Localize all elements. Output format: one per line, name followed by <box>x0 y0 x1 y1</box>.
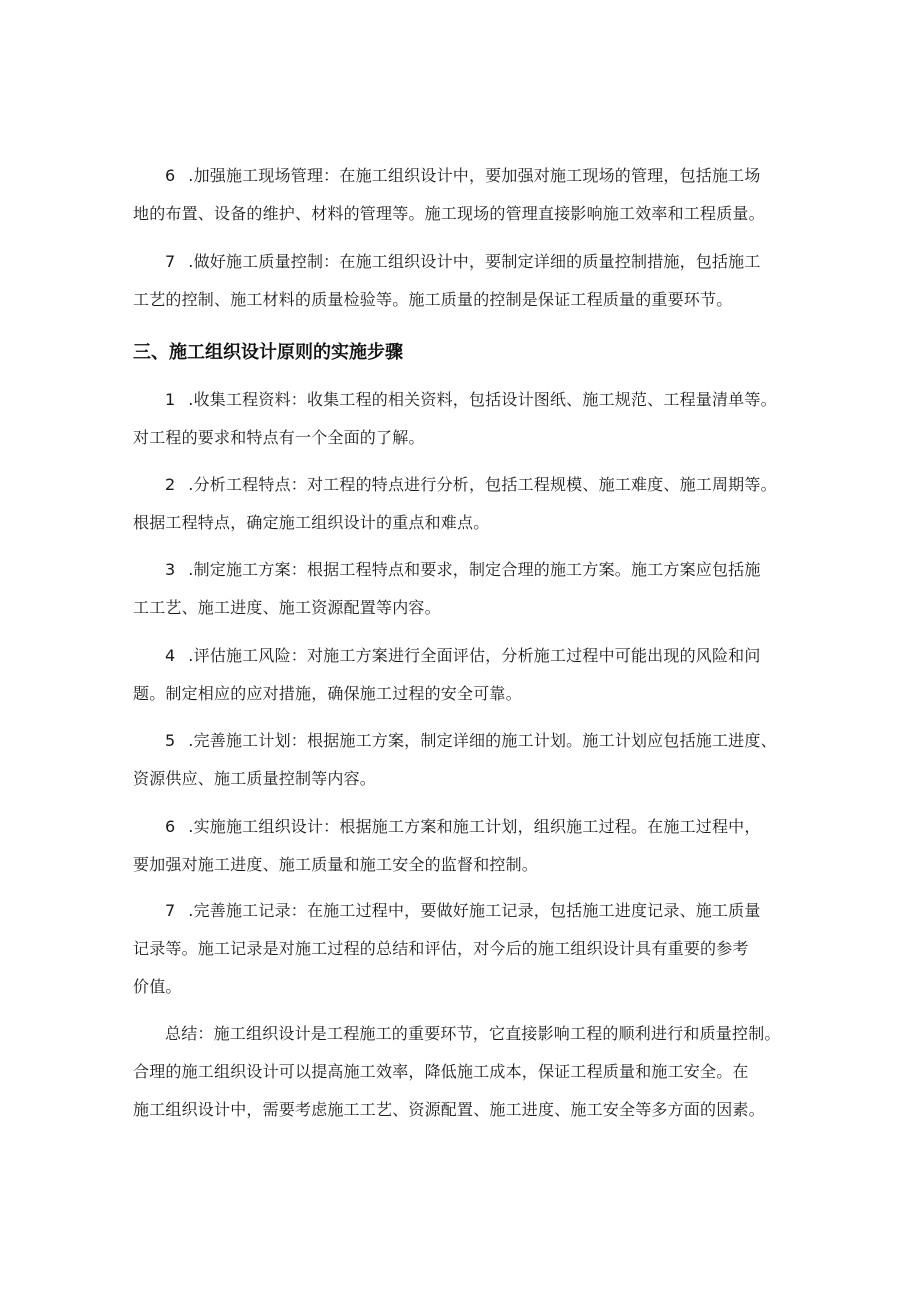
step-number: 5 <box>165 731 176 750</box>
paragraph-line <box>133 722 793 760</box>
item-number: 7 <box>165 252 176 271</box>
step-number: 7 <box>165 901 176 920</box>
step-number: 3 <box>165 560 176 579</box>
step-text: .分析工程特点：对工程的特点进行分析，包括工程规模、施工难度、施工周期等。 <box>183 475 777 494</box>
paragraph-line <box>133 243 793 281</box>
step-text: .完善施工记录：在施工过程中，要做好施工记录，包括施工进度记录、施工质量 <box>183 901 761 920</box>
step-text: .收集工程资料：收集工程的相关资料，包括设计图纸、施工规范、工程量清单等。 <box>183 390 777 409</box>
step-number: 2 <box>165 475 176 494</box>
paragraph-line: 工工艺、施工进度、施工资源配置等内容。 <box>133 598 441 617</box>
paragraph-line: 工艺的控制、施工材料的质量检验等。施工质量的控制是保证工程质量的重要环节。 <box>133 290 733 309</box>
section-heading: 三、施工组织设计原则的实施步骤 <box>133 342 403 363</box>
paragraph-line <box>133 808 793 846</box>
paragraph-line: 合理的施工组织设计可以提高施工效率，降低施工成本，保证工程质量和施工安全。在 <box>133 1062 749 1081</box>
paragraph-line: 对工程的要求和特点有一个全面的了解。 <box>133 428 425 447</box>
paragraph-line <box>133 637 793 675</box>
step-text: .完善施工计划：根据施工方案，制定详细的施工计划。施工计划应包括施工进度、 <box>183 731 777 750</box>
step-item-6 <box>133 808 793 884</box>
principle-item-6 <box>133 157 793 233</box>
step-item-5 <box>133 722 793 798</box>
step-number: 1 <box>165 390 176 409</box>
item-number: 6 <box>165 166 176 185</box>
principle-item-7 <box>133 243 793 319</box>
step-item-2 <box>133 466 793 542</box>
step-text: .制定施工方案：根据工程特点和要求，制定合理的施工方案。施工方案应包括施 <box>183 560 761 579</box>
step-item-3 <box>133 551 793 627</box>
item-text: .做好施工质量控制：在施工组织设计中，要制定详细的质量控制措施，包括施工 <box>183 252 761 271</box>
paragraph-line: 资源供应、施工质量控制等内容。 <box>133 769 377 788</box>
paragraph-line <box>133 466 793 504</box>
paragraph-line <box>133 892 793 930</box>
item-text: .加强施工现场管理：在施工组织设计中，要加强对施工现场的管理，包括施工场 <box>183 166 761 185</box>
step-number: 4 <box>165 646 176 665</box>
paragraph-line: 题。制定相应的应对措施，确保施工过程的安全可靠。 <box>133 684 522 703</box>
paragraph-line: 要加强对施工进度、施工质量和施工安全的监督和控制。 <box>133 855 539 874</box>
paragraph-line <box>133 157 793 195</box>
paragraph-line: 总结：施工组织设计是工程施工的重要环节，它直接影响工程的顺利进行和质量控制。 <box>165 1024 781 1043</box>
paragraph-line: 价值。 <box>133 977 182 996</box>
step-text: .实施施工组织设计：根据施工方案和施工计划，组织施工过程。在施工过程中， <box>183 817 761 836</box>
summary-paragraph <box>133 1015 793 1129</box>
paragraph-line: 记录等。施工记录是对施工过程的总结和评估，对今后的施工组织设计具有重要的参考 <box>133 939 749 958</box>
step-item-4 <box>133 637 793 713</box>
paragraph-line: 地的布置、设备的维护、材料的管理等。施工现场的管理直接影响施工效率和工程质量。 <box>133 204 765 223</box>
paragraph-line <box>133 551 793 589</box>
paragraph-line: 根据工程特点，确定施工组织设计的重点和难点。 <box>133 513 490 532</box>
step-item-7 <box>133 892 793 1006</box>
paragraph-line <box>133 381 793 419</box>
step-item-1 <box>133 381 793 457</box>
step-text: .评估施工风险：对施工方案进行全面评估，分析施工过程中可能出现的风险和问 <box>183 646 761 665</box>
step-number: 6 <box>165 817 176 836</box>
paragraph-line: 施工组织设计中，需要考虑施工工艺、资源配置、施工进度、施工安全等多方面的因素。 <box>133 1100 765 1119</box>
